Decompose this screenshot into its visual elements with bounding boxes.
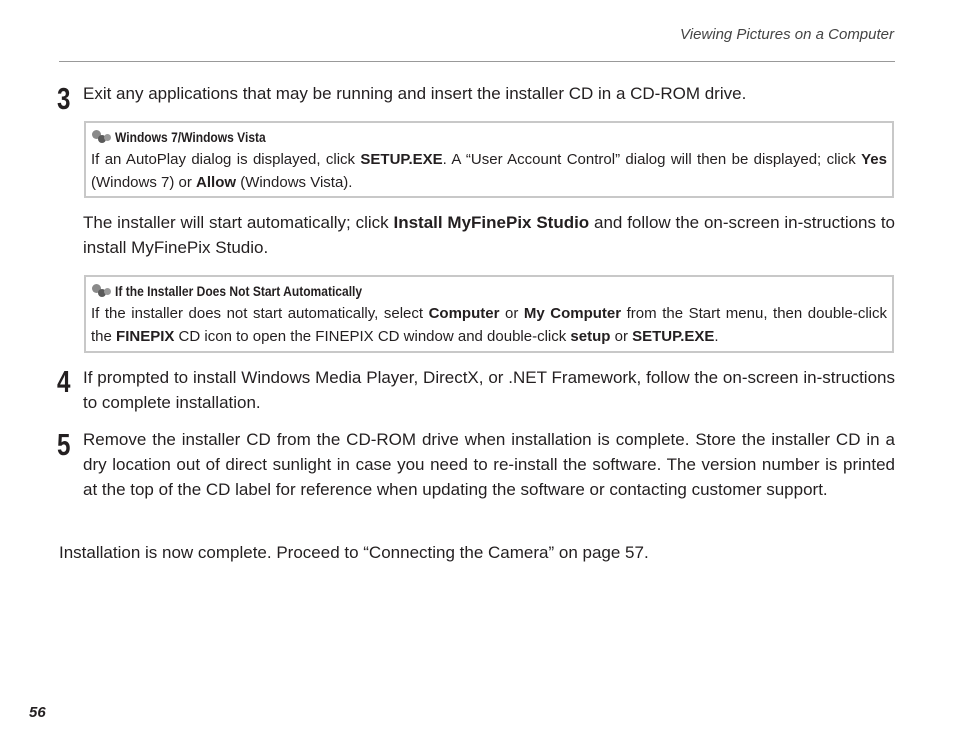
- note-windows-7-vista: [84, 121, 894, 198]
- my-computer-label: My Computer: [523, 305, 622, 322]
- running-header: Viewing Pictures on a Computer: [680, 26, 894, 43]
- allow-label: Allow: [196, 174, 237, 191]
- note-text: If an AutoPlay dialog is displayed, click: [91, 151, 361, 168]
- note-body: [91, 148, 887, 194]
- yes-label: Yes: [861, 151, 887, 168]
- page-number: 56: [29, 704, 46, 721]
- note-text: or: [499, 305, 524, 322]
- note-title-row: [91, 280, 887, 302]
- step-3-followup: [83, 210, 895, 260]
- note-text: . A “User Account Control” dialog will then be displayed; click: [442, 151, 862, 168]
- step-number-3: 3: [57, 81, 71, 116]
- closing-paragraph: Installation is now complete. Proceed to “Connecting the Camera” on page 57.: [59, 543, 649, 562]
- note-text: from the Start menu, then double-click the: [91, 305, 887, 345]
- setup-exe-label: SETUP.EXE: [632, 328, 715, 345]
- note-body: [91, 302, 887, 348]
- note-title: Windows 7/Windows Vista: [115, 129, 266, 145]
- step-5-text: Remove the installer CD from the CD-ROM drive when installation is complete. Store the installer CD in a dry location out of direct sunlight in case you need to re-install the software. The version number is printed at the top of the CD label for reference when updating the software or contacting customer support.: [83, 430, 895, 499]
- step-number-5: 5: [57, 427, 71, 462]
- step-number-4: 4: [57, 364, 71, 399]
- note-icon: [91, 283, 113, 299]
- computer-label: Computer: [428, 305, 500, 322]
- setup-label: setup: [570, 328, 611, 345]
- followup-text: The installer will start automatically; click: [83, 213, 394, 232]
- note-text: or: [610, 328, 633, 345]
- note-text: If the installer does not start automatically, select: [91, 305, 429, 322]
- note-title-row: [91, 126, 887, 148]
- followup-text: and follow the on-screen in-structions to install MyFinePix Studio.: [83, 213, 896, 257]
- note-text: (Windows 7) or: [91, 174, 197, 191]
- header-divider: [59, 61, 895, 62]
- setup-exe-label: SETUP.EXE: [360, 151, 443, 168]
- step-4-text: If prompted to install Windows Media Player, DirectX, or .NET Framework, follow the on-screen in-structions to complete installation.: [83, 368, 895, 412]
- note-text: .: [714, 328, 719, 345]
- step-3-text: Exit any applications that may be running and insert the installer CD in a CD-ROM drive.: [83, 84, 747, 103]
- note-icon: [91, 129, 113, 145]
- install-myfinepix-label: Install MyFinePix Studio: [393, 213, 590, 232]
- finepix-label: FINEPIX: [116, 328, 175, 345]
- note-text: CD icon to open the FINEPIX CD window and double-click: [174, 328, 571, 345]
- note-installer-not-start: [84, 275, 894, 353]
- note-text: (Windows Vista).: [236, 174, 353, 191]
- note-title: If the Installer Does Not Start Automatically: [115, 283, 363, 299]
